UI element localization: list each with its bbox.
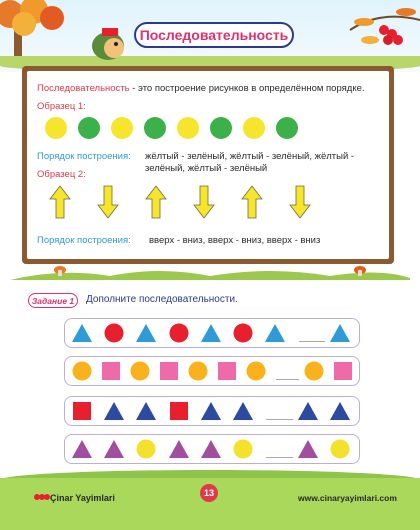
orange-circle: [303, 361, 325, 381]
yellow-circle: [177, 117, 199, 139]
page-title: [134, 22, 294, 48]
yellow-circle: [111, 117, 133, 139]
mushrooms-grass-decoration: [10, 258, 410, 280]
order1-text-line2: зелёный, жёлтый - зелёный: [145, 163, 268, 174]
task-badge-text: Задание 1: [31, 295, 75, 306]
yellow-circle: [329, 439, 351, 459]
navy-triangle: [200, 401, 222, 421]
arrow-up-icon: [145, 185, 167, 219]
arrow-up-icon: [241, 185, 263, 219]
arrow-down-icon: [193, 185, 215, 219]
page-number: 13: [200, 484, 218, 502]
orange-circle: [71, 361, 93, 381]
green-circle: [144, 117, 166, 139]
navy-triangle: [103, 401, 125, 421]
orange-circle: [129, 361, 151, 381]
rowan-branch-right: [340, 0, 420, 62]
red-square: [168, 401, 190, 421]
red-circle: [232, 323, 254, 343]
green-circle: [78, 117, 100, 139]
red-circle: [168, 323, 190, 343]
green-circle: [210, 117, 232, 139]
sequence-row-3: [64, 396, 360, 426]
yellow-circle: [232, 439, 254, 459]
task-instruction: Дополните последовательности.: [86, 294, 238, 305]
publisher-website[interactable]: www.cinaryayimlari.com: [298, 493, 397, 503]
order1-label: Порядок построения:: [37, 151, 131, 162]
page-title-text: Последовательность: [139, 27, 289, 43]
arrow-down-icon: [289, 185, 311, 219]
order2-text: вверх - вниз, вверх - вниз, вверх - вниз: [149, 235, 321, 246]
answer-blank[interactable]: [299, 341, 325, 342]
orange-circle: [187, 361, 209, 381]
definition-term: Последовательность: [37, 83, 130, 94]
orange-circle: [245, 361, 267, 381]
order1-text-line1: жёлтый - зелёный, жёлтый - зелёный, жёлтый -: [145, 151, 355, 162]
pink-square: [216, 361, 238, 381]
navy-triangle: [329, 401, 351, 421]
sequence-row-2: [64, 356, 360, 386]
example-board-inner: [27, 71, 389, 259]
pink-square: [332, 361, 354, 381]
example-board: [22, 66, 394, 264]
sample2-label: Образец 2:: [37, 169, 86, 180]
purple-triangle: [168, 439, 190, 459]
blue-triangle: [200, 323, 222, 343]
yellow-circle: [135, 439, 157, 459]
blue-triangle: [264, 323, 286, 343]
definition-text: - это построение рисунков в определённом порядке.: [129, 83, 365, 94]
purple-triangle: [71, 439, 93, 459]
publisher-name: Çinar Yayimlari: [50, 493, 115, 503]
arrow-down-icon: [97, 185, 119, 219]
answer-blank[interactable]: [266, 419, 292, 420]
red-circle: [103, 323, 125, 343]
purple-triangle: [297, 439, 319, 459]
answer-blank[interactable]: [266, 457, 292, 458]
yellow-circle: [45, 117, 67, 139]
sample1-label: Образец 1:: [37, 101, 86, 112]
pink-square: [158, 361, 180, 381]
task-badge: [28, 293, 78, 308]
sequence-row-1: [64, 318, 360, 348]
sequence-row-4: [64, 434, 360, 464]
hedgehog-icon: [88, 22, 130, 62]
order2-label: Порядок построения:: [37, 235, 131, 246]
purple-triangle: [200, 439, 222, 459]
purple-triangle: [103, 439, 125, 459]
blue-triangle: [71, 323, 93, 343]
navy-triangle: [232, 401, 254, 421]
social-icons: [34, 492, 50, 502]
blue-triangle: [329, 323, 351, 343]
answer-blank[interactable]: [276, 379, 299, 380]
navy-triangle: [135, 401, 157, 421]
definition: [37, 83, 365, 94]
autumn-tree-left: [0, 0, 70, 60]
red-square: [71, 401, 93, 421]
pink-square: [100, 361, 122, 381]
yellow-circle: [243, 117, 265, 139]
blue-triangle: [135, 323, 157, 343]
green-circle: [276, 117, 298, 139]
arrow-up-icon: [49, 185, 71, 219]
navy-triangle: [297, 401, 319, 421]
